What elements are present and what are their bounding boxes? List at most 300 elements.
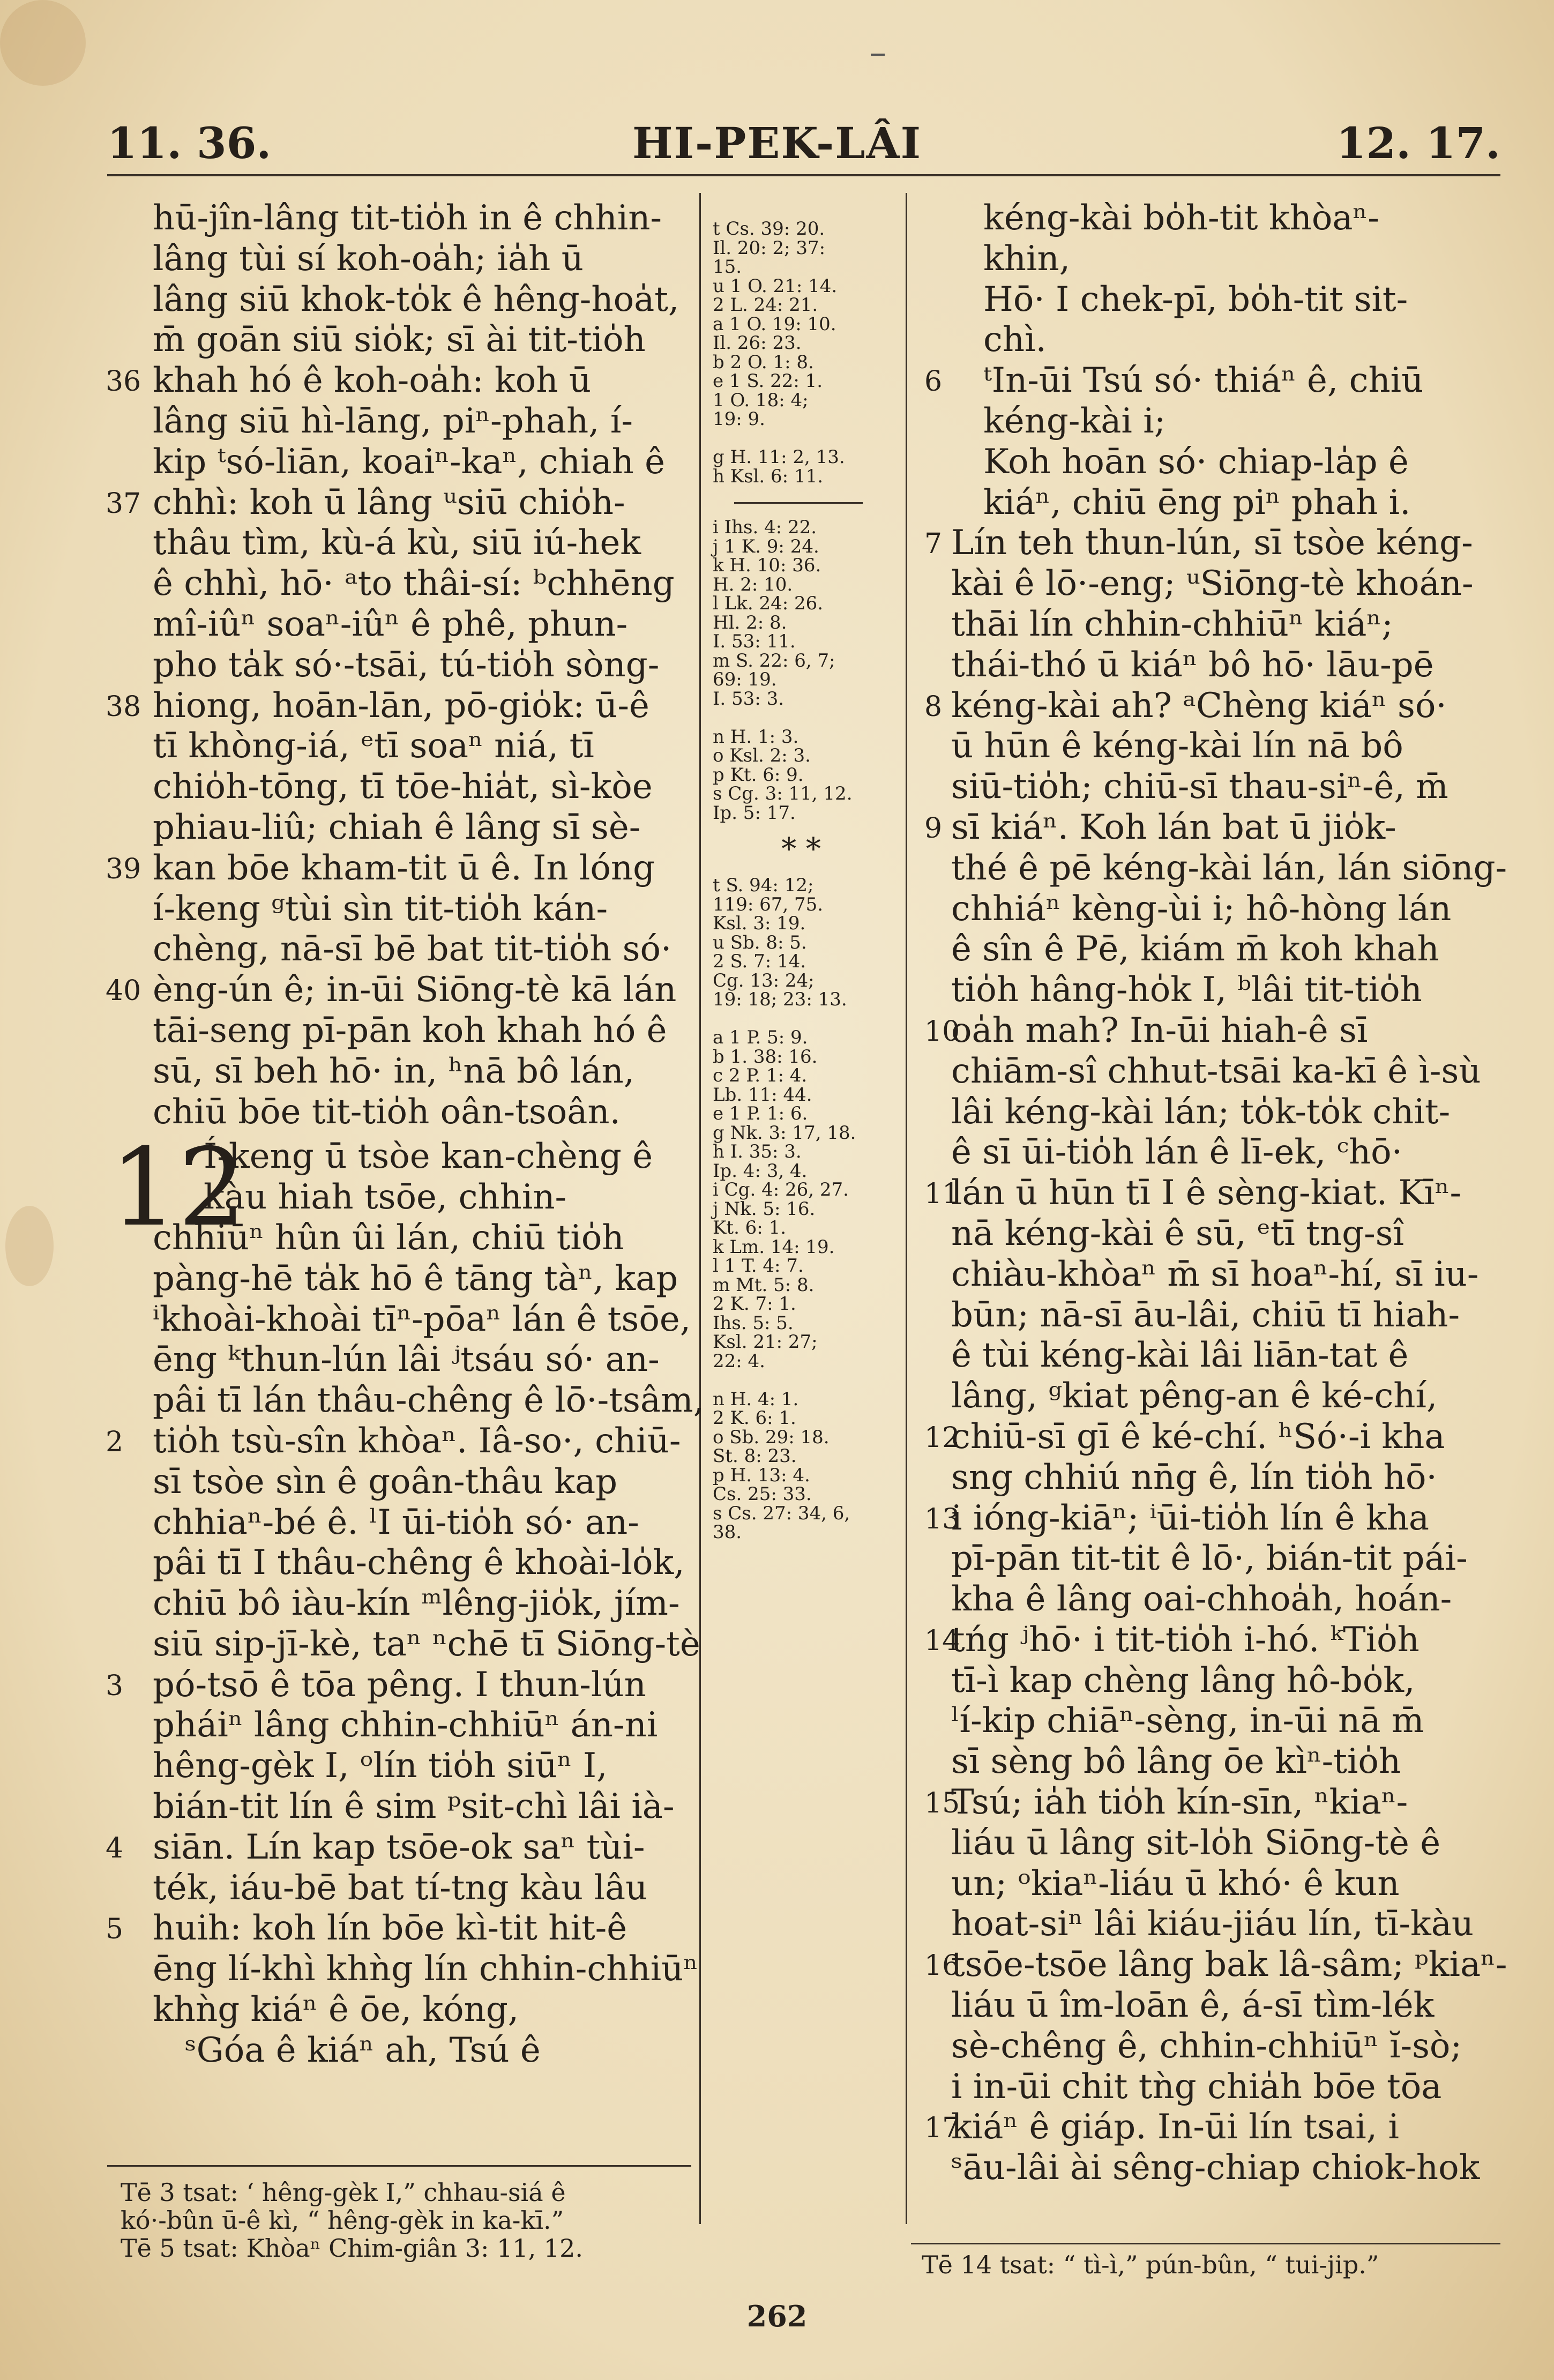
verse-line xyxy=(951,645,1487,686)
verse-text: tī-ì kap chèng lâng hô-bo̍k, xyxy=(951,1660,1415,1700)
cross-reference: Kt. 6: 1. xyxy=(713,1217,787,1239)
cross-reference: p H. 13: 4. xyxy=(713,1464,810,1486)
verse-line xyxy=(951,483,1487,524)
footnote-rule-right xyxy=(911,2243,1500,2244)
verse-text: kan bōe kham-tit ū ê. In lóng xyxy=(153,848,655,888)
verse-text: hoat-siⁿ lâi kiáu-jiáu lín, tī-kàu xyxy=(951,1904,1474,1944)
cross-reference: Ip. 5: 17. xyxy=(713,802,796,824)
xref-group-2 xyxy=(713,518,911,823)
cross-reference: Lb. 11: 44. xyxy=(713,1084,812,1106)
verse-line xyxy=(951,1823,1487,1864)
cross-reference: 2 L. 24: 21. xyxy=(713,294,818,316)
verse-text: i in-ūi chit tǹg chia̍h bōe tōa xyxy=(951,2066,1442,2107)
verse-text: ˡí-kip chiāⁿ-sèng, in-ūi nā m̄ xyxy=(951,1701,1424,1741)
verse-text: sī kiáⁿ. Koh lán bat ū jio̍k- xyxy=(951,807,1396,847)
footnote-left-1: Tē 3 tsat: ‘ hêng-gèk I,” chhau-siá ê xyxy=(121,2178,566,2207)
verse-text: chiàu-khòaⁿ m̄ sī hoaⁿ-hí, sī iu- xyxy=(951,1254,1479,1294)
verse-line xyxy=(951,848,1507,889)
verse-text: lâng tùi sí koh-oa̍h; ia̍h ū xyxy=(153,238,584,279)
verse-text: bián-tit lín ê sim ᵖsit-chì lâi ià- xyxy=(153,1787,675,1827)
cross-reference: a 1 P. 5: 9. xyxy=(713,1027,808,1048)
verse-text: khah hó ê koh-oa̍h: koh ū xyxy=(153,361,592,401)
verse-text: hêng-gèk I, ᵒlín tio̍h siūⁿ I, xyxy=(153,1746,608,1786)
chapter-number: 12 xyxy=(110,1125,246,1251)
verse-number: 40 xyxy=(106,975,141,1008)
verse-text: pó-tsō ê tōa pêng. I thun-lún xyxy=(153,1665,646,1705)
cross-reference: Hl. 2: 8. xyxy=(713,611,787,633)
cross-reference: H. 2: 10. xyxy=(713,573,793,595)
verse-text: í-keng ᵍtùi sìn tit-tio̍h kán- xyxy=(153,889,608,929)
verse-line xyxy=(924,1498,1487,1539)
verse-number: 12 xyxy=(924,1421,960,1454)
verse-text: kéng-kài i; xyxy=(983,401,1166,441)
verse-number: 14 xyxy=(924,1624,960,1657)
verse-line xyxy=(951,1579,1487,1620)
verse-text: thâu tìm, kù-á kù, siū iú-hek xyxy=(153,523,641,563)
verse-line xyxy=(951,564,1487,605)
verse-line xyxy=(153,239,683,280)
verse-line xyxy=(153,523,683,564)
verse-line xyxy=(153,1503,683,1543)
verse-number: 7 xyxy=(924,528,943,561)
verse-line xyxy=(951,1295,1487,1336)
verse-text: chiū bô iàu-kín ᵐlêng-jio̍k, jím- xyxy=(153,1584,680,1624)
chapter-12-lines xyxy=(106,1137,704,2071)
verse-text: tio̍h tsù-sîn khòaⁿ. Iâ-so·, chiū- xyxy=(153,1421,681,1461)
cross-reference: g Nk. 3: 17, 18. xyxy=(713,1122,856,1144)
cross-reference: l 1 T. 4: 7. xyxy=(713,1255,804,1277)
verse-text: Hō· I chek-pī, bo̍h-tit sit- xyxy=(983,279,1408,319)
verse-number: 37 xyxy=(106,487,141,520)
verse-text: pâi tī lán thâu-chêng ê lō·-tsâm, xyxy=(153,1381,704,1421)
verse-number: 15 xyxy=(924,1787,960,1820)
verse-line xyxy=(924,2107,1487,2148)
corner-stain xyxy=(0,0,86,86)
cross-reference xyxy=(713,1371,911,1390)
verse-line xyxy=(153,1624,700,1665)
cross-reference: 15. xyxy=(713,256,742,278)
verse-line xyxy=(153,442,683,483)
verse-line xyxy=(951,1132,1487,1173)
verse-line xyxy=(153,1051,683,1092)
verse-line xyxy=(153,1218,683,1259)
cross-reference: I. 53: 11. xyxy=(713,631,796,652)
cross-reference: k Lm. 14: 19. xyxy=(713,1236,835,1258)
verse-number: 11 xyxy=(924,1178,960,1211)
verse-line xyxy=(153,1177,683,1218)
cross-reference: 2 S. 7: 14. xyxy=(713,951,806,972)
cross-reference: Cg. 13: 24; xyxy=(713,969,815,991)
verse-text: sè-chêng ê, chhin-chhiūⁿ ĭ-sò; xyxy=(951,2026,1462,2066)
verse-text: sī sèng bô lâng ōe kìⁿ-tio̍h xyxy=(951,1742,1401,1782)
verse-line xyxy=(153,1259,683,1300)
verse-line xyxy=(951,1458,1487,1498)
verse-text: chiū-sī gī ê ké-chí. ʰSó·-i kha xyxy=(951,1416,1445,1457)
verse-number: 17 xyxy=(924,2112,960,2145)
verse-text: lán ū hūn tī I ê sèng-kiat. Kīⁿ- xyxy=(951,1173,1462,1213)
verse-line xyxy=(924,523,1487,564)
cross-reference: t S. 94: 12; xyxy=(713,875,814,896)
cross-reference: i Cg. 4: 26, 27. xyxy=(713,1179,849,1200)
cross-reference: m S. 22: 6, 7; xyxy=(713,650,835,672)
cross-reference: Cs. 25: 33. xyxy=(713,1483,812,1505)
verse-text: huih: koh lín bōe kì-tit hit-ê xyxy=(153,1908,627,1949)
verse-number: 13 xyxy=(924,1503,960,1535)
verse-line xyxy=(924,1782,1487,1823)
verse-line xyxy=(153,198,683,239)
cross-reference xyxy=(713,429,911,449)
verse-text: hiong, hoān-lān, pō-gio̍k: ū-ê xyxy=(153,685,649,726)
cross-reference: b 1. 38: 16. xyxy=(713,1046,818,1068)
cross-reference: 69: 19. xyxy=(713,669,777,690)
verse-line xyxy=(153,1787,683,1827)
verse-number: 6 xyxy=(924,365,943,398)
verse-line xyxy=(153,280,683,320)
cross-reference: i Ihs. 4: 22. xyxy=(713,517,817,538)
verse-line xyxy=(153,1137,683,1177)
verse-line xyxy=(153,645,683,686)
verse-number: 4 xyxy=(106,1832,124,1864)
verse-line xyxy=(951,1742,1487,1782)
verse-line xyxy=(951,767,1487,808)
verse-text: liáu ū lâng sit-lo̍h Siōng-tè ê xyxy=(951,1823,1441,1863)
verse-text: chhì: koh ū lâng ᵘsiū chio̍h- xyxy=(153,482,625,523)
cross-reference: p Kt. 6: 9. xyxy=(713,764,804,786)
cross-reference xyxy=(713,708,911,728)
verse-text: kha ê lâng oai-chhoa̍h, hoán- xyxy=(951,1579,1452,1620)
verse-text: ū hūn ê kéng-kài lín nā bô xyxy=(951,726,1403,766)
verse-line xyxy=(951,1661,1487,1702)
verse-text: tāi-seng pī-pān koh khah hó ê xyxy=(153,1010,667,1050)
verse-text: siū-tio̍h; chiū-sī thau-siⁿ-ê, m̄ xyxy=(951,767,1448,807)
verse-line xyxy=(924,1173,1487,1214)
verse-line xyxy=(951,1904,1487,1945)
footnote-left-3: Tē 5 tsat: Khòaⁿ Chim-giân 3: 11, 12. xyxy=(121,2234,584,2263)
verse-text: ê sī ūi-tio̍h lán ê lī-ek, ᶜhō· xyxy=(951,1132,1403,1173)
verse-line xyxy=(153,1340,683,1381)
verse-line xyxy=(153,564,683,605)
verse-text: un; ᵒkiaⁿ-liáu ū khó· ê kun xyxy=(951,1863,1400,1904)
verse-line xyxy=(951,280,1487,320)
verse-number: 9 xyxy=(924,812,943,845)
verse-text: ēng lí-khì khǹg lín chhin-chhiūⁿ xyxy=(153,1949,699,1989)
cross-reference: s Cs. 27: 34, 6, xyxy=(713,1502,850,1524)
verse-text: pháiⁿ lâng chhin-chhiūⁿ án-ni xyxy=(153,1705,658,1745)
verse-text: m̄ goān siū sio̍k; sī ài tit-tio̍h xyxy=(153,320,646,360)
cross-reference: g H. 11: 2, 13. xyxy=(713,446,845,468)
verse-line xyxy=(951,889,1487,930)
verse-line xyxy=(153,1949,699,1990)
verse-line xyxy=(106,1908,683,1949)
verse-line xyxy=(106,1421,683,1462)
cross-reference: 22: 4. xyxy=(713,1350,765,1372)
verse-line xyxy=(153,1462,683,1503)
chapter-12-block xyxy=(106,1125,704,2071)
verse-text: sū, sī beh hō· in, ʰnā bô lán, xyxy=(153,1051,635,1091)
verse-text: kéng-kài ah? ᵃChèng kiáⁿ só· xyxy=(951,685,1447,726)
verse-text: chiām-sî chhut-tsāi ka-kī ê ì-sù xyxy=(951,1051,1481,1091)
xref-group-3 xyxy=(713,876,911,1542)
cross-reference: o Ksl. 2: 3. xyxy=(713,745,811,766)
verse-text: pho ta̍k só·-tsāi, tú-tio̍h sòng- xyxy=(153,645,660,685)
cross-reference: t Cs. 39: 20. xyxy=(713,218,825,240)
verse-text: ték, iáu-bē bat tí-tng kàu lâu xyxy=(153,1868,648,1908)
verse-text: thé ê pē kéng-kài lán, lán siōng- xyxy=(951,848,1507,888)
cross-reference xyxy=(713,1010,911,1029)
verse-text: phiau-liû; chiah ê lâng sī sè- xyxy=(153,807,641,847)
verse-line xyxy=(951,1539,1487,1579)
verse-line xyxy=(924,685,1487,727)
verse-text: kiáⁿ, chiū ēng piⁿ phah i. xyxy=(983,482,1411,523)
verse-line xyxy=(153,1299,691,1340)
page-number: 262 xyxy=(746,2299,808,2333)
verse-line xyxy=(951,1214,1487,1255)
xref-separator xyxy=(713,486,911,518)
verse-line xyxy=(153,1868,683,1909)
verse-line xyxy=(106,1827,683,1868)
left-column xyxy=(106,198,704,2071)
verse-number: 2 xyxy=(106,1426,124,1458)
cross-reference: e 1 S. 22: 1. xyxy=(713,370,823,392)
verse-line xyxy=(951,320,1487,361)
verse-text: lâng siū hì-lāng, piⁿ-phah, í- xyxy=(153,401,633,441)
verse-line xyxy=(153,1543,683,1584)
verse-text: chio̍h-tōng, tī tōe-hia̍t, sì-kòe xyxy=(153,767,653,807)
verse-text: Í-keng ū tsòe kan-chèng ê xyxy=(204,1137,653,1177)
top-mark xyxy=(871,54,885,56)
verse-text: ēng ᵏthun-lún lâi ʲtsáu só· an- xyxy=(153,1340,660,1380)
verse-line xyxy=(153,929,683,970)
cross-reference: n H. 4: 1. xyxy=(713,1388,799,1410)
verse-text: khin, xyxy=(983,238,1071,279)
cross-reference: I. 53: 3. xyxy=(713,688,785,710)
verse-line xyxy=(106,685,683,727)
verse-line xyxy=(924,1945,1507,1986)
section-stars: * * xyxy=(781,832,821,867)
verse-text: Tsú; ia̍h tio̍h kín-sīn, ⁿkiaⁿ- xyxy=(951,1782,1408,1823)
verse-line xyxy=(951,1336,1487,1376)
verse-text: siū sip-jī-kè, taⁿ ⁿchē tī Siōng-tè xyxy=(153,1624,700,1664)
verse-text: i ióng-kiāⁿ; ⁱūi-tio̍h lín ê kha xyxy=(951,1498,1429,1538)
verse-line xyxy=(924,1416,1487,1458)
verse-number: 8 xyxy=(924,690,943,723)
verse-line xyxy=(153,2031,683,2071)
verse-line xyxy=(106,970,683,1011)
cross-reference: Ksl. 21: 27; xyxy=(713,1331,818,1353)
xref-group-1 xyxy=(713,220,911,486)
verse-text: ⁱkhoài-khoài tīⁿ-pōaⁿ lán ê tsōe, xyxy=(153,1299,691,1339)
verse-text: ê chhì, hō· ᵃto thâi-sí: ᵇchhēng xyxy=(153,564,675,604)
cross-reference: 2 K. 6: 1. xyxy=(713,1407,796,1429)
verse-line xyxy=(951,198,1487,239)
cross-reference: Il. 20: 2; 37: xyxy=(713,237,826,259)
verse-text: pâi tī I thâu-chêng ê khoài-lo̍k, xyxy=(153,1543,685,1583)
verse-text: ˢGóa ê kiáⁿ ah, Tsú ê xyxy=(185,2030,541,2070)
verse-line xyxy=(951,2148,1487,2189)
cross-reference: 19: 18; 23: 13. xyxy=(713,989,847,1010)
verse-number: 36 xyxy=(106,365,141,398)
cross-reference: 38. xyxy=(713,1521,742,1543)
verse-number: 39 xyxy=(106,853,141,885)
verse-text: pī-pān tit-tit ê lō·, bián-tit pái- xyxy=(951,1539,1468,1579)
right-column xyxy=(924,198,1507,2189)
verse-line xyxy=(951,605,1487,645)
header-rule xyxy=(107,174,1500,176)
verse-text: chhiáⁿ kèng-ùi i; hô-hòng lán xyxy=(951,889,1452,929)
cross-reference: s Cg. 3: 11, 12. xyxy=(713,783,853,804)
verse-line xyxy=(951,1986,1487,2026)
verse-text: lâi kéng-kài lán; to̍k-to̍k chit- xyxy=(951,1092,1451,1132)
verse-line xyxy=(106,482,683,524)
verse-text: kéng-kài bo̍h-tit khòaⁿ- xyxy=(983,198,1379,238)
verse-text: siān. Lín kap tsōe-ok saⁿ tùi- xyxy=(153,1827,645,1867)
cross-reference: Ip. 4: 3, 4. xyxy=(713,1160,808,1182)
verse-text: chì. xyxy=(983,320,1047,360)
verse-text: tńg ʲhō· i tit-tio̍h i-hó. ᵏTio̍h xyxy=(951,1620,1419,1660)
cross-references xyxy=(713,220,911,1542)
cross-reference: h I. 35: 3. xyxy=(713,1141,802,1162)
verse-text: ê tùi kéng-kài lâi liān-tat ê xyxy=(951,1336,1409,1376)
verse-line xyxy=(951,1864,1487,1905)
cross-reference: j Nk. 5: 16. xyxy=(713,1198,816,1220)
verse-line xyxy=(951,1376,1487,1417)
verse-line xyxy=(924,1010,1487,1051)
verse-text: kip ᵗsó-liān, koaiⁿ-kaⁿ, chiah ê xyxy=(153,442,666,482)
verse-number: 16 xyxy=(924,1950,960,1982)
verse-text: nā kéng-kài ê sū, ᵉtī tng-sî xyxy=(951,1213,1404,1254)
verse-line xyxy=(106,848,683,889)
verse-text: tsōe-tsōe lâng bak lâ-sâm; ᵖkiaⁿ- xyxy=(951,1945,1507,1985)
header-end-ref: 12. 17. xyxy=(1336,118,1500,168)
verse-line xyxy=(106,361,683,401)
verse-line xyxy=(951,239,1487,280)
verse-text: chhiaⁿ-bé ê. ˡI ūi-tio̍h só· an- xyxy=(153,1502,639,1542)
cross-reference: Ihs. 5: 5. xyxy=(713,1312,794,1334)
verse-text: ˢāu-lâi ài sêng-chiap chiok-hok xyxy=(951,2148,1480,2188)
column-divider-left xyxy=(699,193,701,2224)
verse-line xyxy=(924,1620,1487,1661)
edge-stain xyxy=(5,1206,54,1286)
verse-line xyxy=(924,361,1487,401)
book-title: HI-PEK-LÂI xyxy=(632,118,922,168)
cross-reference: 19: 9. xyxy=(713,408,765,430)
verse-line xyxy=(153,605,683,645)
verse-line xyxy=(951,401,1487,442)
verse-text: èng-ún ê; in-ūi Siōng-tè kā lán xyxy=(153,970,677,1010)
verse-text: būn; nā-sī āu-lâi, chiū tī hiah- xyxy=(951,1295,1460,1335)
verse-text: lâng, ᵍkiat pêng-an ê ké-chí, xyxy=(951,1376,1438,1416)
verse-line xyxy=(951,1701,1487,1742)
verse-text: sī tsòe sìn ê goân-thâu kap xyxy=(153,1461,618,1502)
verse-text: kài ê lō·-eng; ᵘSiōng-tè khoán- xyxy=(951,564,1474,604)
cross-reference: 1 O. 18: 4; xyxy=(713,389,809,411)
verse-line xyxy=(153,767,683,808)
verse-text: hū-jîn-lâng tit-tio̍h in ê chhin- xyxy=(153,198,662,238)
footnote-left-2: kó·-bûn ū-ê kì, “ hêng-gèk in ka-kī.” xyxy=(121,2206,564,2235)
verse-line xyxy=(106,1665,683,1706)
cross-reference: Il. 26: 23. xyxy=(713,332,802,354)
verse-line xyxy=(951,2067,1487,2108)
cross-reference: Ksl. 3: 19. xyxy=(713,913,806,934)
verse-text: thāi lín chhin-chhiūⁿ kiáⁿ; xyxy=(951,604,1393,644)
footnote-right: Tē 14 tsat: “ tì-ì,” pún-bûn, “ tui-jip.” xyxy=(922,2250,1379,2279)
verse-line xyxy=(951,1092,1487,1133)
cross-reference: c 2 P. 1: 4. xyxy=(713,1065,808,1086)
cross-reference: 2 K. 7: 1. xyxy=(713,1293,796,1315)
verse-number: 3 xyxy=(106,1669,124,1702)
verse-line xyxy=(153,1381,704,1421)
verse-line xyxy=(153,1990,683,2031)
verse-line xyxy=(951,1051,1487,1092)
verse-number: 5 xyxy=(106,1913,124,1946)
verse-text: Koh hoān só· chiap-la̍p ê xyxy=(983,442,1409,482)
cross-reference: k H. 10: 36. xyxy=(713,555,821,576)
header-start-ref: 11. 36. xyxy=(107,118,272,168)
verse-line xyxy=(153,889,683,930)
verse-number: 10 xyxy=(924,1015,960,1048)
verse-line xyxy=(924,807,1487,848)
verse-text: kiáⁿ ê giáp. In-ūi lín tsai, i xyxy=(951,2107,1399,2147)
verse-text: khǹg kiáⁿ ê ōe, kóng, xyxy=(153,1990,519,2030)
cross-reference: St. 8: 23. xyxy=(713,1445,797,1467)
verse-text: liáu ū îm-loān ê, á-sī tìm-lék xyxy=(951,1986,1435,2026)
cross-reference: l Lk. 24: 26. xyxy=(713,593,824,614)
cross-reference: m Mt. 5: 8. xyxy=(713,1274,815,1296)
verse-text: mî-iûⁿ soaⁿ-iûⁿ ê phê, phun- xyxy=(153,604,628,644)
verse-line xyxy=(153,1584,683,1624)
cross-reference: h Ksl. 6: 11. xyxy=(713,465,824,487)
verse-text: kàu hiah tsōe, chhin- xyxy=(204,1177,567,1218)
verse-line xyxy=(951,726,1487,767)
verse-line xyxy=(153,1746,683,1787)
cross-reference: n H. 1: 3. xyxy=(713,726,799,748)
cross-reference: a 1 O. 19: 10. xyxy=(713,313,836,335)
verse-text: chiū bōe tit-tio̍h oân-tsoân. xyxy=(153,1092,621,1132)
verse-line xyxy=(951,929,1487,970)
verse-line xyxy=(951,442,1487,483)
verse-number: 38 xyxy=(106,690,141,723)
left-verse-lines xyxy=(106,198,683,1132)
verse-line xyxy=(153,320,683,361)
verse-line xyxy=(153,1011,683,1051)
verse-line xyxy=(153,401,683,442)
cross-reference: e 1 P. 1: 6. xyxy=(713,1103,808,1124)
verse-text: chèng, nā-sī bē bat tit-tio̍h só· xyxy=(153,929,672,969)
footnote-rule-left xyxy=(107,2165,691,2167)
cross-reference: b 2 O. 1: 8. xyxy=(713,351,814,373)
verse-line xyxy=(153,1705,683,1746)
cross-reference: u Sb. 8: 5. xyxy=(713,931,807,953)
verse-text: lâng siū khok-to̍k ê hêng-hoa̍t, xyxy=(153,279,679,319)
cross-reference: 119: 67, 75. xyxy=(713,893,824,915)
right-verse-lines xyxy=(924,198,1507,2189)
verse-text: tio̍h hâng-ho̍k I, ᵇlâi tit-tio̍h xyxy=(951,970,1422,1010)
verse-line xyxy=(951,1255,1487,1295)
verse-text: chhiūⁿ hûn ûi lán, chiū tio̍h xyxy=(153,1218,624,1258)
verse-text: thái-thó ū kiáⁿ bô hō· lāu-pē xyxy=(951,645,1434,685)
verse-text: tī khòng-iá, ᵉtī soaⁿ niá, tī xyxy=(153,726,594,766)
verse-text: Lín teh thun-lún, sī tsòe kéng- xyxy=(951,523,1473,563)
cross-reference: j 1 K. 9: 24. xyxy=(713,535,819,557)
verse-text: ᵗIn-ūi Tsú só· thiáⁿ ê, chiū xyxy=(983,361,1424,401)
running-header xyxy=(0,107,1554,166)
cross-reference: u 1 O. 21: 14. xyxy=(713,275,838,297)
verse-text: ê sîn ê Pē, kiám m̄ koh khah xyxy=(951,929,1439,969)
verse-text: pàng-hē ta̍k hō ê tāng tàⁿ, kap xyxy=(153,1258,678,1299)
verse-line xyxy=(951,2026,1487,2067)
verse-line xyxy=(153,726,683,767)
verse-line xyxy=(951,970,1487,1011)
